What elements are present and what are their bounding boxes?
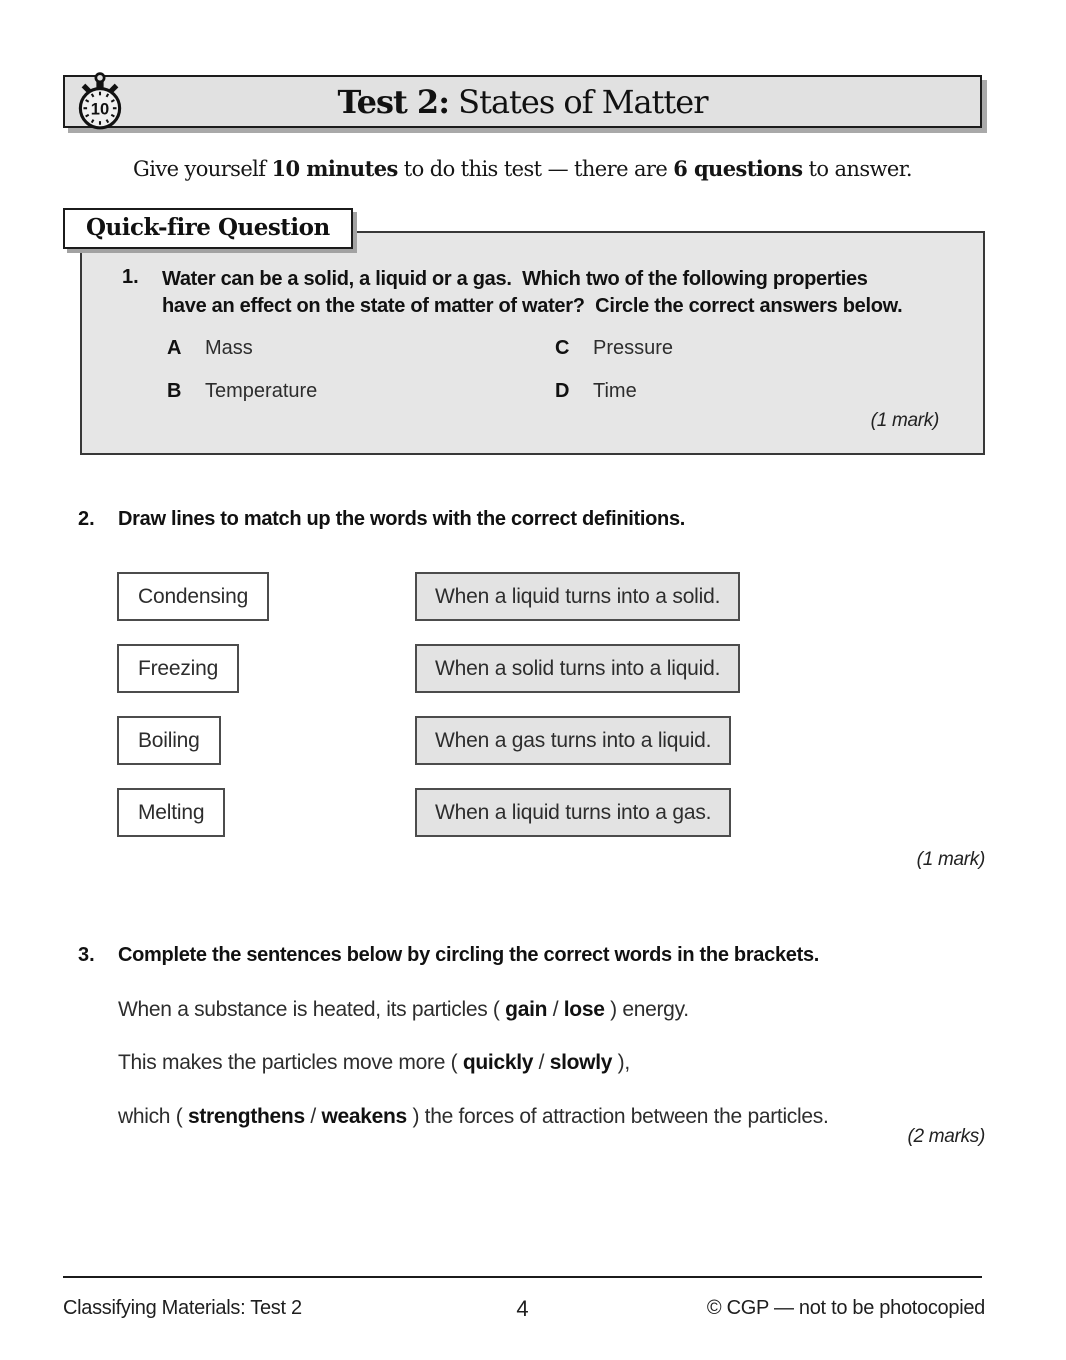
option-a-letter: A	[167, 337, 182, 359]
test-instructions	[63, 156, 982, 181]
match-word-melting: Melting	[117, 788, 225, 837]
question-3-title: Complete the sentences below by circling the correct words in the brackets.	[118, 944, 820, 966]
footer-divider	[63, 1276, 982, 1278]
page-title	[337, 83, 707, 121]
footer-copyright: © CGP — not to be photocopied	[706, 1297, 985, 1319]
option-a-label: Mass	[205, 337, 253, 359]
question-2-number: 2.	[78, 508, 95, 530]
match-word-freezing: Freezing	[117, 644, 239, 693]
question-1-text	[162, 266, 902, 320]
question-3-sentence-2	[118, 1051, 630, 1075]
question-2-title: Draw lines to match up the words with the correct definitions.	[118, 508, 686, 530]
instructions-question-count: 6 questions	[673, 156, 803, 181]
quick-fire-panel	[80, 231, 985, 455]
option-a	[167, 337, 253, 360]
option-c-letter: C	[555, 337, 570, 359]
timer-value: 10	[90, 99, 110, 119]
sentence-text: which (	[118, 1105, 188, 1128]
choice-word-slowly: slowly	[549, 1051, 613, 1074]
choice-word-gain: gain	[505, 998, 548, 1021]
option-b-label: Temperature	[205, 380, 318, 402]
sentence-text: /	[533, 1051, 550, 1074]
page-title-test-number: Test 2:	[337, 82, 449, 121]
page-title-topic: States of Matter	[449, 82, 708, 121]
question-2-marks: (1 mark)	[916, 849, 985, 870]
question-2-prompt	[0, 508, 686, 580]
sentence-text: ) the forces of attraction between the particles.	[406, 1105, 829, 1128]
choice-word-strengthens: strengthens	[187, 1105, 305, 1128]
choice-word-weakens: weakens	[321, 1105, 407, 1128]
sentence-text: When a substance is heated, its particles (	[118, 998, 506, 1021]
stopwatch-icon	[74, 70, 126, 132]
sentence-text: /	[304, 1105, 322, 1128]
question-3-number: 3.	[78, 944, 95, 966]
option-b-letter: B	[167, 380, 182, 402]
instructions-text: to do this test — there are	[397, 157, 674, 181]
sentence-text: ),	[612, 1051, 630, 1074]
test-header-bar	[63, 75, 982, 128]
quick-fire-label: Quick-fire Question	[63, 208, 353, 249]
match-word-boiling: Boiling	[117, 716, 221, 765]
question-3-marks: (2 marks)	[907, 1126, 985, 1147]
option-c	[555, 337, 673, 360]
question-3-sentence-3	[118, 1105, 828, 1129]
question-3-sentence-1	[118, 998, 689, 1022]
sentence-text: /	[547, 998, 564, 1021]
instructions-time-limit: 10 minutes	[271, 156, 398, 181]
question-1-number: 1.	[122, 266, 139, 288]
match-definition-3: When a gas turns into a liquid.	[415, 716, 731, 765]
question-1-line-2: have an effect on the state of matter of water? Circle the correct answers below.	[162, 295, 903, 317]
choice-word-lose: lose	[563, 998, 605, 1021]
question-1-marks: (1 mark)	[870, 410, 939, 431]
option-b	[167, 380, 317, 403]
match-definition-4: When a liquid turns into a gas.	[415, 788, 731, 837]
match-word-condensing: Condensing	[117, 572, 269, 621]
match-definition-1: When a liquid turns into a solid.	[415, 572, 740, 621]
footer-page-number: 4	[516, 1296, 529, 1321]
option-d-letter: D	[555, 380, 570, 402]
question-1-line-1: Water can be a solid, a liquid or a gas. Which two of the following properties	[162, 268, 868, 290]
sentence-text: This makes the particles move more (	[118, 1051, 463, 1074]
instructions-text: to answer.	[802, 157, 912, 181]
option-d-label: Time	[593, 380, 637, 402]
sentence-text: ) energy.	[604, 998, 689, 1021]
choice-word-quickly: quickly	[462, 1051, 534, 1074]
footer-section-title: Classifying Materials: Test 2	[63, 1297, 302, 1319]
instructions-text: Give yourself	[133, 157, 272, 181]
option-d	[555, 380, 637, 403]
match-definition-2: When a solid turns into a liquid.	[415, 644, 740, 693]
option-c-label: Pressure	[593, 337, 674, 359]
